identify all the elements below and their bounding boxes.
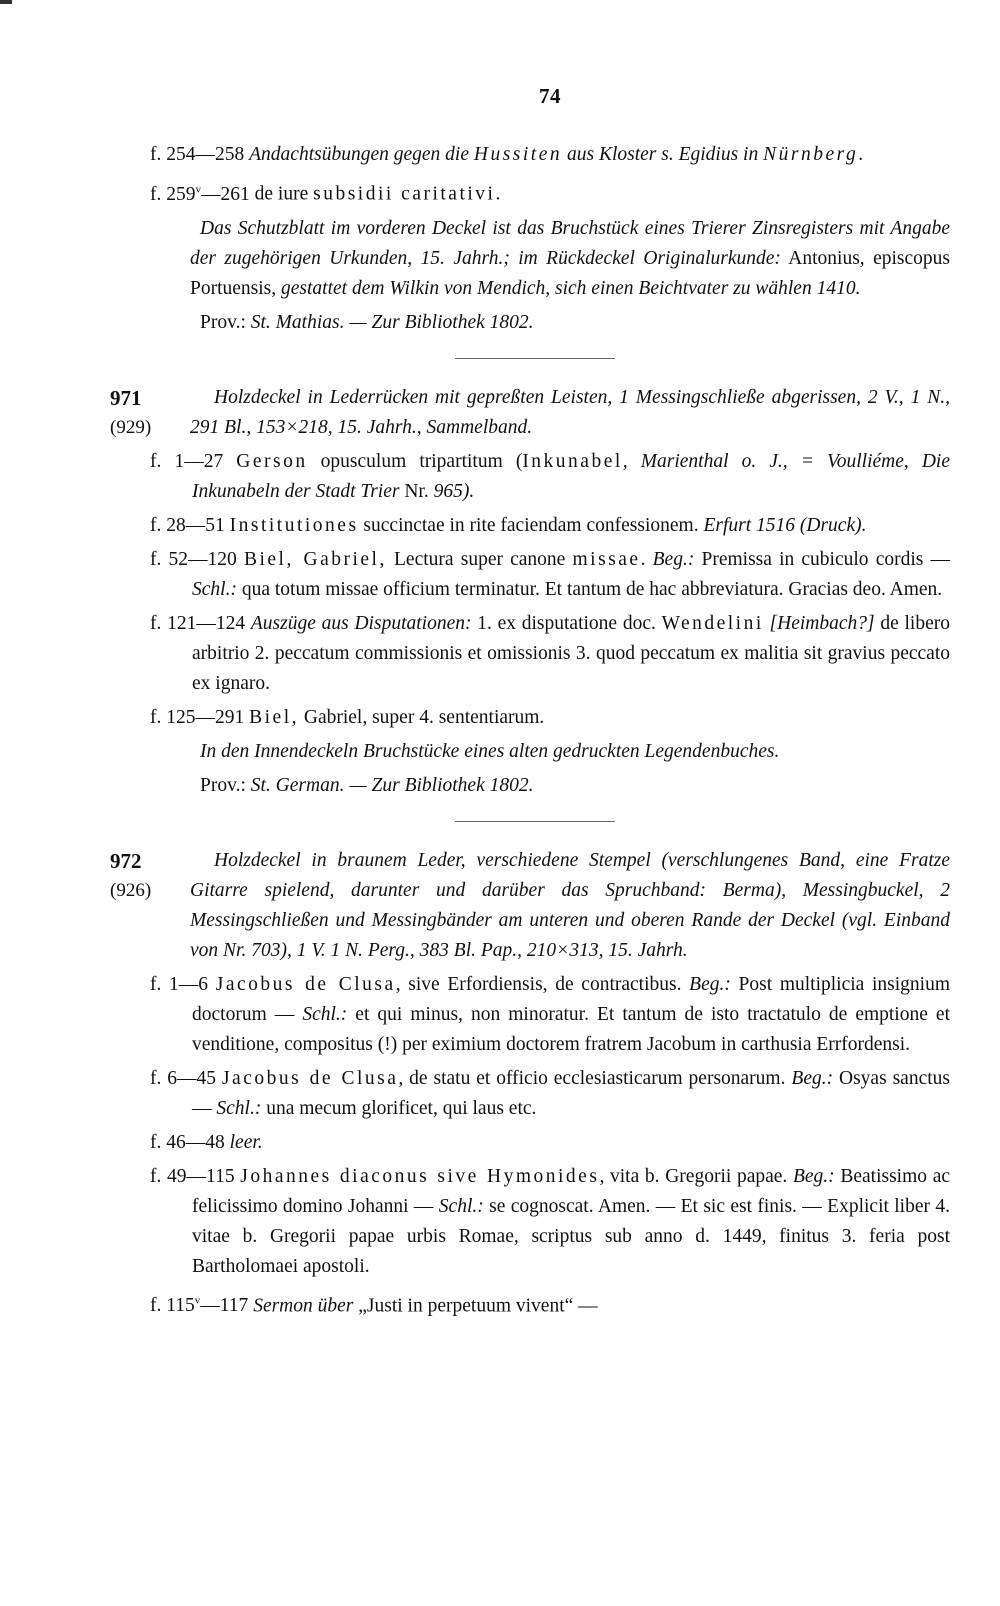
old-record-number: (929)	[110, 416, 152, 438]
folio-item: f. 259$^v$—261 de iure subsidii caritativi.	[150, 183, 501, 205]
provenance: Prov.: St. Mathias. — Zur Bibliothek 1802.	[200, 311, 534, 333]
record-972	[110, 846, 950, 1322]
record-numbers	[110, 846, 190, 906]
record-971	[110, 383, 950, 801]
section-divider	[455, 358, 615, 359]
record-numbers	[110, 383, 190, 443]
scan-artifact	[0, 0, 12, 4]
record-description: Holzdeckel in Lederrücken mit gepreßten Leisten, 1 Messingschließe abgerissen, 2 V., 1 N., 291 Bl., 153×218, 15. Jahrh., Sammelband.	[190, 386, 950, 438]
section-divider	[455, 821, 615, 822]
folio-item: f. 115$^v$—117 Sermon über „Justi in perpetuum vivent“ —	[150, 1294, 598, 1316]
record-number: 971	[110, 385, 142, 410]
folio-item: f. 28—51 Institutiones succinctae in rite faciendam confessionem. Erfurt 1516 (Druck).	[150, 514, 867, 536]
folio-item: f. 46—48 leer.	[150, 1131, 263, 1153]
provenance: Prov.: St. German. — Zur Bibliothek 1802.	[200, 774, 534, 796]
record-number: 972	[110, 848, 142, 873]
folio-item: f. 52—120 Biel, Gabriel, Lectura super canone missae. Beg.: Premissa in cubiculo cordis — Schl.: qua totum missae officium terminatur. Et tantum de hac abbreviatura. Gracias deo. Amen.	[150, 548, 951, 600]
folio-item: f. 1—27 Gerson opusculum tripartitum (Inkunabel, Marienthal o. J., = Voulliéme, Die Inkunabeln der Stadt Trier Nr. 965).	[150, 450, 950, 502]
folio-item: f. 1—6 Jacobus de Clusa, sive Erfordiensis, de contractibus. Beg.: Post multiplicia insignium doctorum — Schl.: et qui minus, non minoratur. Et tantum de isto tractatulo de emptione et venditione, compositus (!) per eximium doctorem fratrem Jacobum in carthusia Errfordensi.	[150, 973, 951, 1055]
folio-item: f. 125—291 Biel, Gabriel, super 4. sententiarum.	[150, 706, 545, 728]
binding-note: Das Schutzblatt im vorderen Deckel ist das Bruchstück eines Trierer Zinsregisters mit Angabe der zugehörigen Urkunden, 15. Jahrh.; im Rückdeckel Originalurkunde: Antonius, episcopus Portuensis, gestattet dem Wilkin von Mendich, sich einen Beichtvater zu wählen 1410.	[190, 217, 950, 299]
page-body	[110, 140, 950, 1325]
page-number: 74	[539, 84, 561, 108]
folio-range: f. 254—258	[150, 144, 245, 165]
record-description: Holzdeckel in braunem Leder, verschiedene Stempel (verschlungenes Band, eine Fratze Gitarre spielend, darunter und darüber das Spruchband: Berma), Messingbuckel, 2 Messingschließen und Messingbänder am unteren und oberen Rande der Deckel (vgl. Einband von Nr. 703), 1 V. 1 N. Perg., 383 Bl. Pap., 210×313, 15. Jahrh.	[190, 849, 950, 961]
binding-note: In den Innendeckeln Bruchstücke eines alten gedruckten Legendenbuches.	[200, 740, 780, 762]
folio-range: f. 259$^v$—261	[150, 183, 250, 205]
folio-item: f. 49—115 Johannes diaconus sive Hymonides, vita b. Gregorii papae. Beg.: Beatissimo ac felicissimo domino Johanni — Schl.: se cognoscat. Amen. — Et sic est finis. — Explicit liber 4. vitae b. Gregorii papae urbis Romae, scriptus sub anno d. 1449, finitus 3. feria post Bartholomaei apostoli.	[150, 1165, 951, 1277]
folio-item: f. 6—45 Jacobus de Clusa, de statu et officio ecclesiasticarum personarum. Beg.: Osyas sanctus — Schl.: una mecum glorificet, qui laus etc.	[150, 1067, 951, 1119]
folio-item: f. 254—258 Andachtsübungen gegen die Hussiten aus Kloster s. Egidius in Nürnberg.	[150, 144, 864, 165]
folio-item: f. 121—124 Auszüge aus Disputationen: 1. ex disputatione doc. Wendelini [Heimbach?] de libero arbitrio 2. peccatum commissionis et omissionis 3. quod peccatum ex malitia sit gravius peccato ex ignaro.	[150, 612, 951, 694]
old-record-number: (926)	[110, 879, 152, 901]
